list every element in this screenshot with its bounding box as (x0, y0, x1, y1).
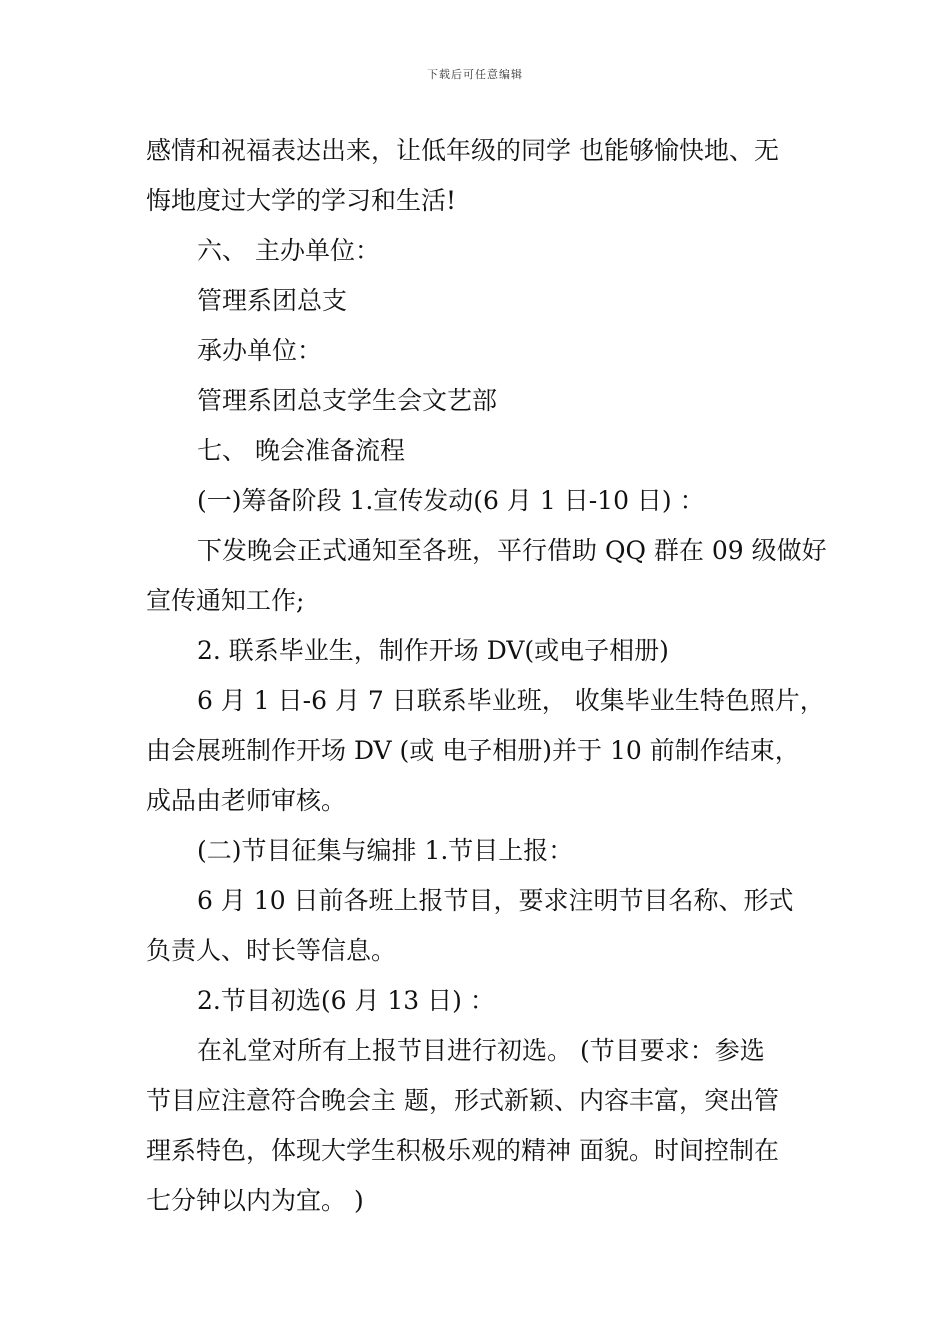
text-line: 成品由老师审核。 (146, 786, 347, 815)
text-line: 宣传通知工作; (146, 586, 305, 615)
text-line: 管理系团总支 (197, 286, 348, 315)
text-line: 2.节目初选(6 月 13 日) ： (197, 986, 495, 1015)
text-line: 6 月 10 日前各班上报节目，要求注明节目名称、形式 (197, 886, 794, 915)
text-line: 七分钟以内为宜。 ) (146, 1186, 364, 1215)
text-line: 负责人、时长等信息。 (146, 936, 397, 965)
text-line: (一)筹备阶段 1.宣传发动(6 月 1 日-10 日) ： (197, 486, 705, 515)
text-line: 由会展班制作开场 DV (或 电子相册)并于 10 前制作结束， (146, 736, 800, 765)
section-heading: 六、 主办单位： (197, 236, 380, 265)
page-header: 下载后可任意编辑 (427, 68, 523, 81)
text-line: 悔地度过大学的学习和生活! (146, 186, 457, 215)
text-line: 下发晚会正式通知至各班，平行借助 QQ 群在 09 级做好 (197, 536, 827, 565)
text-line: 2. 联系毕业生，制作开场 DV(或电子相册) (197, 636, 669, 665)
text-line: 管理系团总支学生会文艺部 (197, 386, 498, 415)
text-line: 在礼堂对所有上报节目进行初选。 (节目要求：参选 (197, 1036, 765, 1065)
text-line: 6 月 1 日-6 月 7 日联系毕业班， 收集毕业生特色照片， (197, 686, 825, 715)
text-line: 感情和祝福表达出来，让低年级的同学 也能够愉快地、无 (146, 136, 779, 165)
text-line: 承办单位： (197, 336, 323, 365)
text-line: 理系特色，体现大学生积极乐观的精神 面貌。时间控制在 (146, 1136, 779, 1165)
section-heading: 七、 晚会准备流程 (197, 436, 405, 465)
text-line: (二)节目征集与编排 1.节目上报： (197, 836, 574, 865)
text-line: 节目应注意符合晚会主 题，形式新颖、内容丰富，突出管 (146, 1086, 779, 1115)
